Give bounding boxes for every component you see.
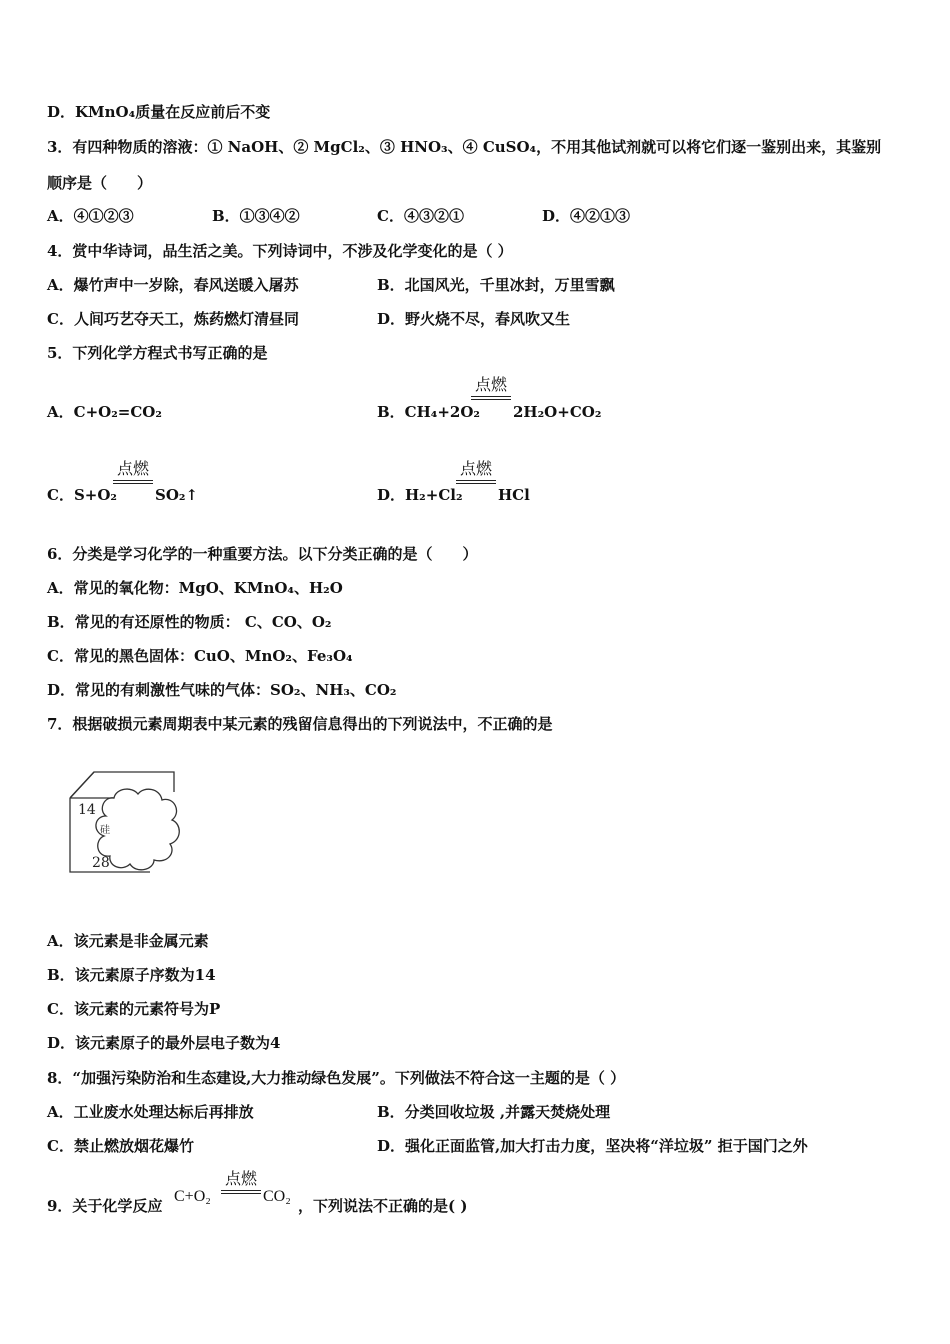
equals-sign bbox=[113, 480, 153, 484]
q5-option-a: A．C+O₂=CO₂ bbox=[47, 403, 162, 421]
ignite-label: 点燃 bbox=[459, 459, 492, 478]
q8-option-a: A．工业废水处理达标后再排放 bbox=[47, 1103, 254, 1121]
q3-option-a: A．④①②③ bbox=[47, 207, 134, 225]
q7-option-d: D．该元素原子的最外层电子数为4 bbox=[47, 1034, 281, 1052]
q6-option-c: C．常见的黑色固体：CuO、MnO₂、Fe₃O₄ bbox=[47, 647, 353, 665]
q4-option-b: B．北国风光，千里冰封，万里雪飘 bbox=[377, 276, 615, 294]
q3-option-b: B．①③④② bbox=[212, 207, 300, 225]
q7-option-c: C．该元素的元素符号为P bbox=[47, 1000, 221, 1018]
q3-option-d: D．④②①③ bbox=[542, 207, 631, 225]
q6-option-b: B．常见的有还原性的物质： C、CO、O₂ bbox=[47, 613, 332, 631]
q7-option-a: A．该元素是非金属元素 bbox=[47, 932, 209, 950]
q6-option-a: A．常见的氧化物：MgO、KMnO₄、H₂O bbox=[47, 579, 343, 597]
q7-option-b: B．该元素原子序数为14 bbox=[47, 966, 216, 984]
q9-equation-left: C+O₂ bbox=[174, 1188, 211, 1205]
q4-option-a: A．爆竹声中一岁除，春风送暖入屠苏 bbox=[47, 276, 299, 294]
q4-stem: 4．赏中华诗词，品生活之美。下列诗词中，不涉及化学变化的是（ ） bbox=[47, 242, 513, 260]
broken-periodic-cell-figure bbox=[64, 766, 194, 878]
ignite-label: 点燃 bbox=[224, 1169, 257, 1188]
q9-stem-before: 9．关于化学反应 bbox=[47, 1197, 163, 1215]
q7-stem: 7．根据破损元素周期表中某元素的残留信息得出的下列说法中，不正确的是 bbox=[47, 715, 553, 733]
atomic-number-text: 14 bbox=[78, 802, 96, 818]
q5-option-b-right: 2H₂O+CO₂ bbox=[513, 403, 602, 421]
q5-option-c-right: SO₂↑ bbox=[155, 486, 199, 504]
q6-stem: 6．分类是学习化学的一种重要方法。以下分类正确的是（ ） bbox=[47, 545, 478, 563]
q3-stem-line1: 3．有四种物质的溶液：① NaOH、② MgCl₂、③ HNO₃、④ CuSO₄，不用其他试剂就可以将它们逐一鉴别出来，其鉴别 bbox=[47, 138, 882, 156]
q6-option-d: D．常见的有刺激性气味的气体：SO₂、NH₃、CO₂ bbox=[47, 681, 397, 699]
q3-stem-line2: 顺序是（ ） bbox=[47, 174, 153, 192]
q2-option-d: D．KMnO₄质量在反应前后不变 bbox=[47, 103, 271, 121]
atomic-mass-text: 28 bbox=[92, 855, 110, 871]
q4-option-d: D．野火烧不尽，春风吹又生 bbox=[377, 310, 571, 328]
q9-equation-right: CO₂ bbox=[263, 1188, 291, 1205]
q9-stem-after: ，下列说法不正确的是( ) bbox=[298, 1197, 468, 1215]
q5-option-d-left: D．H₂+Cl₂ bbox=[377, 486, 463, 504]
q5-b-ignite-condition bbox=[471, 376, 511, 400]
ignite-label: 点燃 bbox=[116, 459, 149, 478]
equals-sign bbox=[456, 480, 496, 484]
q9-ignite-condition bbox=[221, 1170, 261, 1194]
q4-option-c: C．人间巧艺夺天工，炼药燃灯清昼同 bbox=[47, 310, 299, 328]
q5-option-b-left: B．CH₄+2O₂ bbox=[377, 403, 481, 421]
equals-sign bbox=[471, 396, 511, 400]
equals-sign bbox=[221, 1190, 261, 1194]
q5-c-ignite-condition bbox=[113, 460, 153, 484]
element-fragment-text: 硅 bbox=[100, 825, 110, 836]
q5-option-d-right: HCl bbox=[498, 486, 530, 504]
q3-option-c: C．④③②① bbox=[377, 207, 464, 225]
q5-d-ignite-condition bbox=[456, 460, 496, 484]
q5-stem: 5．下列化学方程式书写正确的是 bbox=[47, 344, 268, 362]
q8-stem: 8．“加强污染防治和生态建设,大力推动绿色发展”。下列做法不符合这一主题的是（ ） bbox=[47, 1069, 626, 1087]
q8-option-c: C．禁止燃放烟花爆竹 bbox=[47, 1137, 194, 1155]
q5-option-c-left: C．S+O₂ bbox=[47, 486, 117, 504]
ignite-label: 点燃 bbox=[474, 375, 507, 394]
q8-option-d: D．强化正面监管,加大打击力度，坚决将“洋垃圾” 拒于国门之外 bbox=[377, 1137, 808, 1155]
q8-option-b: B．分类回收垃圾 ,并露天焚烧处理 bbox=[377, 1103, 611, 1121]
